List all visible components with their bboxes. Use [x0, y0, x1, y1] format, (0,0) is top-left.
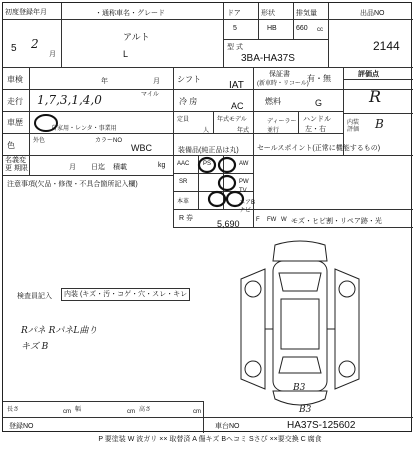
- grade-value: L: [123, 49, 129, 59]
- inspector-note-2: キズ B: [21, 342, 49, 352]
- registration-year-value: 2: [31, 37, 39, 51]
- inspection-year-unit: 年: [101, 78, 108, 85]
- color-code-label: カラーNO: [95, 138, 123, 144]
- mileage-label: 走行: [7, 97, 23, 106]
- equipment-navi: ナビ: [239, 208, 252, 214]
- load-unit: kg: [158, 162, 166, 169]
- registration-month-value: 5: [11, 43, 17, 54]
- car-name: アルト: [123, 32, 150, 42]
- fuel-value: G: [315, 98, 323, 108]
- damage-code-legend: P 要塗装 W 波ガリ ×× 取替済 A 傷キズ Bヘコミ Sさび ××要交換 C 腐食: [98, 436, 322, 443]
- width-unit: cm: [127, 409, 135, 415]
- doors-label: ドア: [227, 10, 241, 17]
- auction-sheet: [2, 2, 412, 432]
- name-change-label: 名義変更 期限: [5, 157, 28, 172]
- displacement-value: 660: [296, 25, 308, 32]
- width-label: 幅: [75, 407, 82, 413]
- interior-evaluation-label: 内装評価: [347, 120, 360, 133]
- warranty-label: 保証書: [269, 71, 290, 78]
- inspector-note-1: Rパネ RパネL曲り: [21, 326, 98, 336]
- ac-label: 冷 房: [179, 97, 198, 106]
- equipment-tv: TV: [239, 188, 247, 194]
- color-code-value: WBC: [131, 143, 152, 153]
- load-label: 積載: [113, 164, 127, 171]
- warranty-value: 有・無: [307, 74, 331, 83]
- inspector-legend: 内装 (キズ・汚・コゲ・穴・スレ・キレ: [61, 288, 190, 301]
- w-label: W: [281, 217, 287, 223]
- equipment-leather: 本革: [177, 199, 190, 205]
- mileage-unit: マイル: [141, 92, 159, 98]
- registration-date-label: 初度登録年月: [5, 9, 47, 16]
- color-sub-label: 外色: [33, 138, 46, 144]
- model-grade-label: ・通称車名・グレード: [95, 10, 165, 17]
- length-unit: cm: [63, 409, 71, 415]
- shape-label: 形状: [261, 10, 275, 17]
- shift-value: IAT: [229, 80, 244, 91]
- equipment-pw: PW: [239, 179, 249, 185]
- doors-value: 5: [233, 25, 237, 32]
- displacement-label: 排気量: [296, 10, 317, 17]
- capacity-unit: 人: [203, 128, 210, 134]
- height-label: 高さ: [139, 407, 152, 413]
- equipment-ps: PS: [203, 161, 212, 167]
- chassis-number-value: HA37S-125602: [287, 420, 356, 431]
- evaluation-title: 評価点: [358, 71, 379, 78]
- change-date-label: 日迄: [91, 164, 105, 171]
- fuel-label: 燃料: [265, 97, 281, 106]
- register-number-label: 登録NO: [9, 423, 34, 430]
- handle-value: 左・右: [305, 126, 326, 133]
- inspection-month-unit: 月: [153, 78, 160, 85]
- r-ticket-label: R 券: [179, 215, 193, 222]
- interior-evaluation-score: B: [375, 117, 384, 131]
- f-label: F: [256, 217, 260, 223]
- damage-mark-b3-rear: B3: [293, 383, 306, 393]
- r-ticket-value: 5,690: [217, 219, 240, 229]
- length-label: 長さ: [7, 407, 20, 413]
- mileage-value: 1,7,3,1,4,0: [37, 93, 102, 107]
- displacement-unit: cc: [317, 27, 323, 33]
- fw-label: FW: [267, 217, 277, 223]
- history-label: 車歴: [7, 118, 23, 127]
- lot-number-label: 出品NO: [360, 10, 385, 17]
- change-month-label: 月: [69, 164, 76, 171]
- color-label: 色: [7, 141, 15, 150]
- equipment-circle-marks: [195, 155, 256, 211]
- year-model-label: 年式モデル: [217, 117, 247, 123]
- evaluation-score: R: [369, 87, 382, 106]
- damage-mark-b3-bumper: B3: [299, 405, 312, 415]
- shift-label: シフト: [177, 75, 201, 84]
- handle-label: ハンドル: [303, 116, 331, 123]
- type-value: 3BA-HA37S: [241, 53, 295, 64]
- equipment-airbag: エアB: [239, 200, 256, 206]
- height-unit: cm: [193, 409, 201, 415]
- lot-number-value: 2144: [373, 39, 400, 53]
- type-label: 型 式: [227, 44, 243, 51]
- inspector-label: 検査員記入: [17, 293, 52, 300]
- dealer-label: ディーラー 並行: [267, 119, 297, 134]
- equipment-sr: SR: [179, 179, 188, 185]
- shape-value: HB: [267, 25, 277, 32]
- equipment-aac: AAC: [177, 161, 190, 167]
- equipment-title: 装備品(純正品は丸): [178, 147, 239, 154]
- registration-month-unit: 月: [49, 51, 56, 58]
- notes-label: 注意事項(欠品・修復・不具合箇所記入欄): [7, 181, 138, 188]
- year-model-sub: 年式: [237, 128, 250, 134]
- scratch-legend: モズ・ヒビ割・リペア跡・光: [291, 218, 382, 225]
- ac-value: AC: [231, 101, 244, 111]
- warranty-sub-label: (新車時・リコール): [257, 81, 309, 87]
- inspection-label: 車検: [7, 75, 23, 84]
- capacity-label: 定員: [177, 117, 190, 123]
- chassis-number-label: 車台NO: [215, 423, 240, 430]
- sales-point-label: セールスポイント(正常に機能するもの): [257, 145, 381, 152]
- history-options: 自家用・レンタ・事業用: [51, 126, 117, 132]
- equipment-aw: AW: [239, 161, 249, 167]
